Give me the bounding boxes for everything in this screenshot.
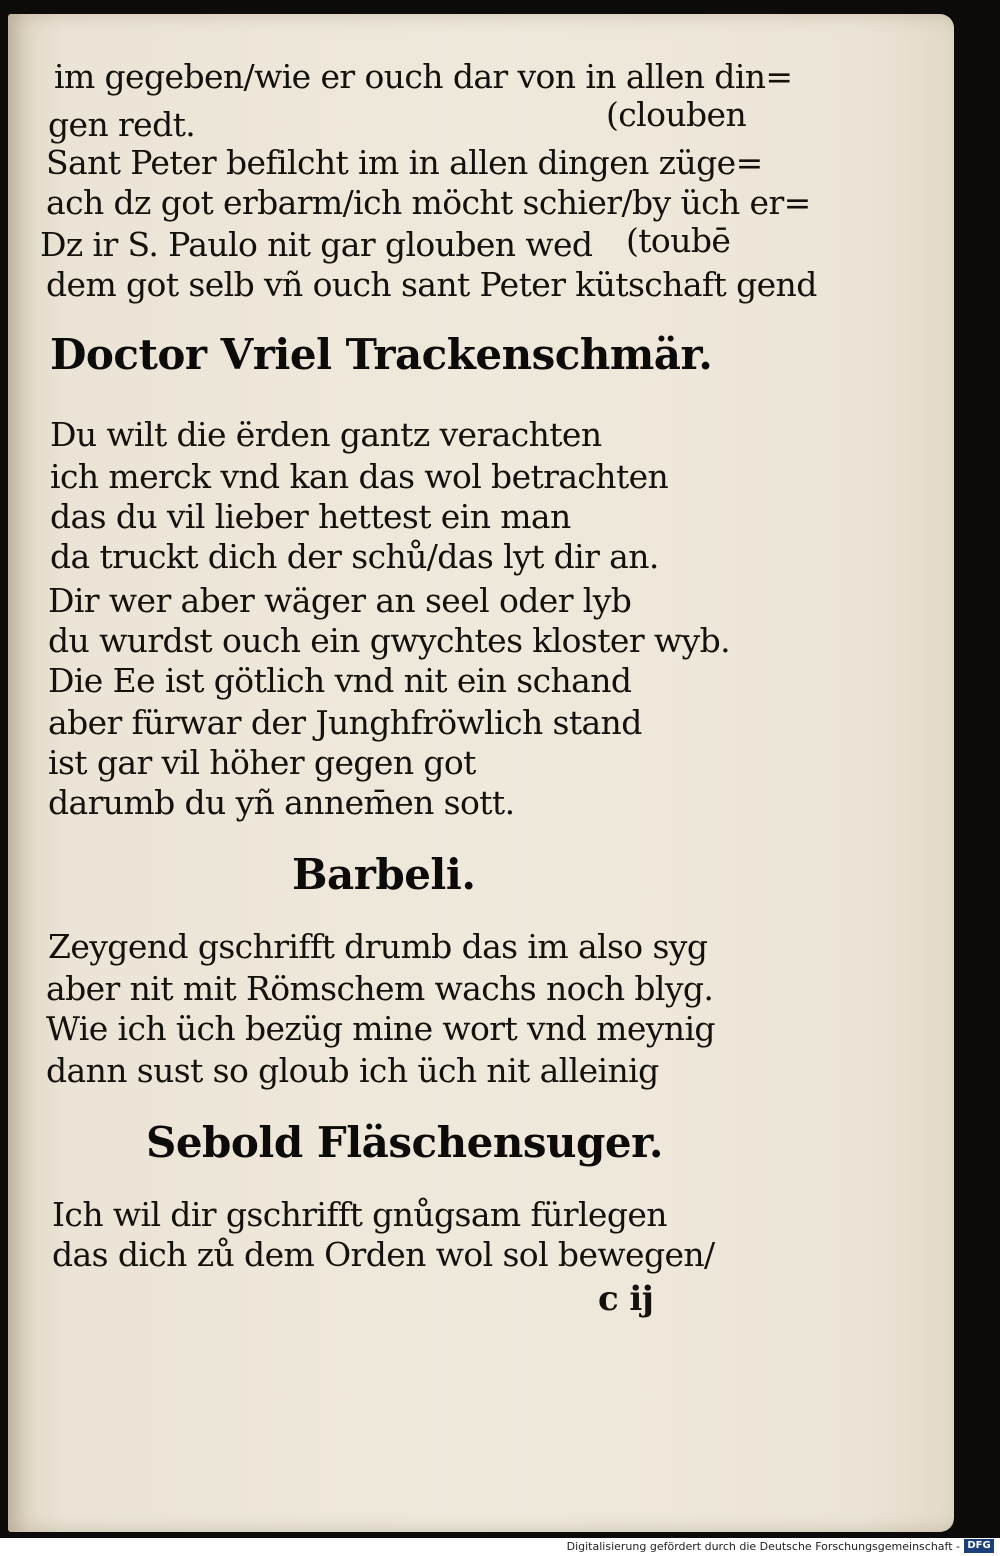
verse-line: du wurdst ouch ein gwychtes kloster wyb. [48,621,731,660]
verse-line: das du vil lieber hettest ein man [50,497,571,536]
speaker-heading: Barbeli. [292,850,476,899]
verse-line: das dich zů dem Orden wol sol bewegen/ [52,1235,715,1274]
footer-bar [0,1538,1000,1556]
verse-line: Wie ich üch bezüg mine wort vnd meynig [46,1009,715,1048]
text-line: dem got selb vñ ouch sant Peter kütschaft gend [46,265,817,304]
verse-line: Die Ee ist götlich vnd nit ein schand [48,661,632,700]
verse-line: da truckt dich der schů/das lyt dir an. [50,537,659,576]
text-line: im gegeben/wie er ouch dar von in allen din= [54,57,793,96]
margin-note: (toubē [626,221,731,260]
verse-line: Ich wil dir gschrifft gnůgsam fürlegen [52,1195,667,1234]
verse-line: aber fürwar der Junghfröwlich stand [48,703,642,742]
verse-line: Dir wer aber wäger an seel oder lyb [48,581,632,620]
verse-line: Zeygend gschrifft drumb das im also syg [48,927,708,966]
text-line: ach dz got erbarm/ich möcht schier/by üch er= [46,183,811,222]
verse-line: ist gar vil höher gegen got [48,743,476,782]
text-line: Dz ir S. Paulo nit gar glouben wed [40,225,593,264]
text-line: Sant Peter befilcht im in allen dingen züge= [46,143,763,182]
verse-line: Du wilt die ërden gantz verachten [50,415,602,454]
speaker-heading: Sebold Fläschensuger. [146,1118,664,1167]
verse-line: aber nit mit Römschem wachs noch blyg. [46,969,714,1008]
margin-note: (clouben [606,95,747,134]
text-line: gen redt. [48,105,196,144]
verse-line: dann sust so gloub ich üch nit alleinig [46,1051,659,1090]
verse-line: ich merck vnd kan das wol betrachten [50,457,669,496]
speaker-heading: Doctor Vriel Trackenschmär. [50,330,713,379]
signature-mark: c ij [598,1279,654,1319]
funding-notice: Digitalisierung gefördert durch die Deutsche Forschungsgemeinschaft - [566,1540,960,1553]
dfg-logo: DFG [964,1539,994,1553]
verse-line: darumb du yñ annem̄en sott. [48,783,515,822]
